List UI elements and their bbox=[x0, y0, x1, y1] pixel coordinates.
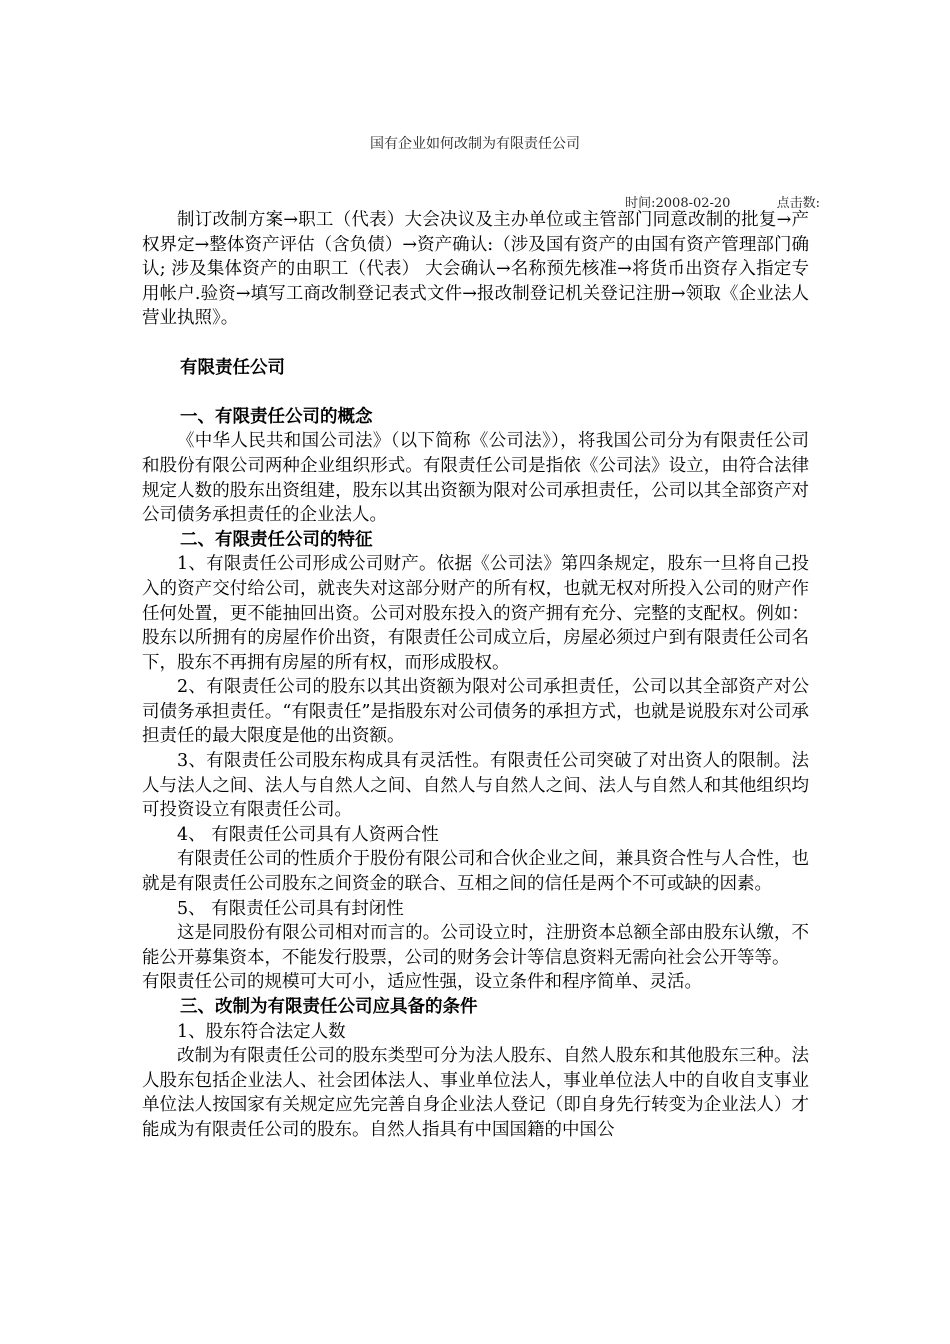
section2-point2: 2、有限责任公司的股东以其出资额为限对公司承担责任，公司以其全部资产对公司债务承担责任。“有限责任”是指股东对公司债务的承担方式，也就是说股东对公司承担责任的最大限度是他的出资额。 bbox=[142, 677, 809, 747]
section2-point4-heading: 4、 有限责任公司具有人资两合性 bbox=[177, 824, 439, 845]
section3-point1-text: 改制为有限责任公司的股东类型可分为法人股东、自然人股东和其他股东三种。法人股东包括企业法人、社会团体法人、事业单位法人，事业单位法人中的自收自支事业单位法人按国家有关规定应先完善自身企业法人登记（即自身先行转变为企业法人）才能成为有限责任公司的股东。自然人指具有中国国籍的中国公 bbox=[142, 1046, 809, 1140]
click-count: 点击数: bbox=[776, 196, 820, 211]
section2-point5-text: 这是同股份有限公司相对而言的。公司设立时，注册资本总额全部由股东认缴，不能公开募集资本，不能发行股票，公司的财务会计等信息资料无需向社会公开等等。 bbox=[142, 923, 809, 968]
section2-point3: 3、有限责任公司股东构成具有灵活性。有限责任公司突破了对出资人的限制。法人与法人之间、法人与自然人之间、自然人与自然人之间、法人与自然人和其他组织均可投资设立有限责任公司。 bbox=[142, 751, 809, 821]
section2-point1: 1、有限责任公司形成公司财产。依据《公司法》第四条规定，股东一旦将自己投入的资产交付给公司，就丧失对这部分财产的所有权，也就无权对所投入公司的财产作任何处置，更不能抽回出资。公司对股东投入的资产拥有充分、完整的支配权。例如：股东以所拥有的房屋作价出资，有限责任公司成立后，房屋必须过户到有限责任公司名下，股东不再拥有房屋的所有权，而形成股权。 bbox=[142, 554, 809, 673]
section2-point5-heading: 5、 有限责任公司具有封闭性 bbox=[177, 898, 404, 919]
spacer bbox=[142, 331, 809, 356]
section2-heading: 二、有限责任公司的特征 bbox=[180, 529, 373, 550]
section2-point4-text: 有限责任公司的性质介于股份有限公司和合伙企业之间，兼具资合性与人合性，也就是有限责任公司股东之间资金的联合、互相之间的信任是两个不可或缺的因素。 bbox=[142, 849, 809, 895]
document-title: 国有企业如何改制为有限责任公司 bbox=[370, 136, 580, 152]
section3-heading: 三、改制为有限责任公司应具备的条件 bbox=[180, 997, 478, 1017]
section1-text: 《中华人民共和国公司法》（以下简称《公司法》），将我国公司分为有限责任公司和股份有限公司两种企业组织形式。有限责任公司是指依《公司法》设立，由符合法律规定人数的股东出资组建，股东以其出资额为限对公司承担责任，公司以其全部资产对公司债务承担责任的企业法人。 bbox=[142, 431, 809, 526]
section2-summary: 有限责任公司的规模可大可小，适应性强，设立条件和程序简单、灵活。 bbox=[142, 972, 702, 993]
publish-date: 时间:2008-02-20 bbox=[625, 196, 731, 211]
spacer bbox=[142, 380, 809, 405]
main-heading: 有限责任公司 bbox=[180, 357, 285, 378]
intro-paragraph: 制订改制方案→职工（代表）大会决议及主办单位或主管部门同意改制的批复→产权界定→整体资产评估（含负债）→资产确认:（涉及国有资产的由国有资产管理部门确认; 涉及集体资产的由职工（代表） 大会确认→名称预先核准→将货币出资存入指定专用帐户.验资→填写工商改制登记表式文件→报改制登记机关登记注册→领取《企业法人营业执照》。 bbox=[142, 210, 809, 329]
section3-point1-heading: 1、股东符合法定人数 bbox=[177, 1021, 346, 1042]
section1-heading: 一、有限责任公司的概念 bbox=[180, 406, 373, 427]
document-body bbox=[142, 208, 809, 1143]
